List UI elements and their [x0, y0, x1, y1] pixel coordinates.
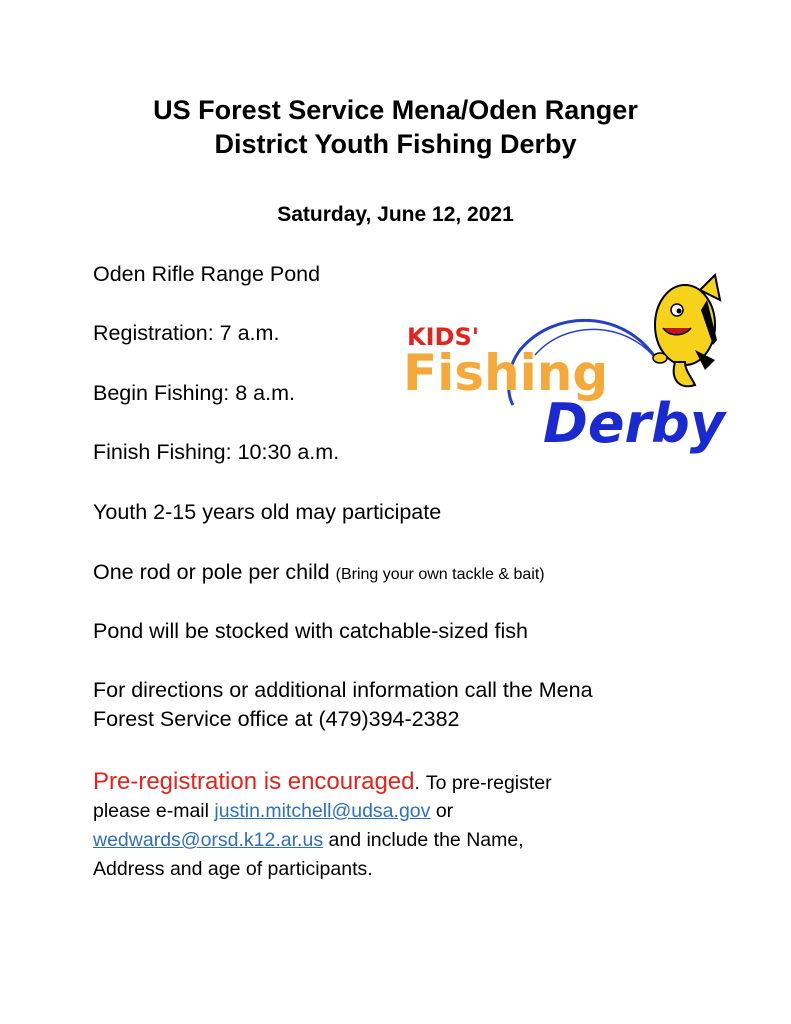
prereg-line-1: [93, 767, 552, 797]
email-link-justin[interactable]: justin.mitchell@udsa.gov: [214, 800, 431, 822]
prereg-emphasis: Pre-registration is encouraged: [93, 768, 415, 795]
prereg-text-1: To pre-register: [425, 772, 552, 794]
prereg-period: .: [414, 772, 420, 794]
prereg-text-2: please e-mail: [93, 800, 209, 822]
prereg-line-4: Address and age of participants.: [93, 858, 373, 880]
prereg-or: or: [435, 800, 454, 822]
rod-rule-main: One rod or pole per child: [93, 560, 330, 584]
title-line-1: US Forest Service Mena/Oden Ranger: [153, 95, 638, 125]
event-date: Saturday, June 12, 2021: [277, 203, 514, 226]
logo-derby-text: Derby: [543, 392, 725, 455]
eligibility-text: Youth 2-15 years old may participate: [93, 500, 442, 524]
directions-line-1: For directions or additional information call the Mena: [93, 678, 593, 702]
directions-line-2: Forest Service office at (479)394-2382: [93, 707, 460, 731]
prereg-line-2: [93, 797, 453, 825]
logo-fishing-text: Fishing: [403, 344, 609, 402]
stocked-text: Pond will be stocked with catchable-sized fish: [93, 619, 528, 643]
prereg-text-3: and include the Name,: [328, 829, 524, 851]
rod-rule-note: (Bring your own tackle & bait): [335, 566, 545, 583]
registration-time: Registration: 7 a.m.: [93, 321, 280, 345]
logo-kids-text: KIDS': [407, 323, 480, 351]
page-title: [0, 93, 791, 161]
fish-mascot-icon: [653, 275, 720, 386]
title-line-2: District Youth Fishing Derby: [214, 129, 577, 159]
finish-fishing-time: Finish Fishing: 10:30 a.m.: [93, 440, 340, 464]
prereg-line-3: [93, 826, 524, 854]
kids-fishing-derby-logo: [395, 270, 760, 460]
rod-rule: [93, 557, 545, 590]
event-location: Oden Rifle Range Pond: [93, 262, 321, 286]
email-link-wedwards[interactable]: wedwards@orsd.k12.ar.us: [93, 829, 324, 851]
begin-fishing-time: Begin Fishing: 8 a.m.: [93, 381, 295, 405]
